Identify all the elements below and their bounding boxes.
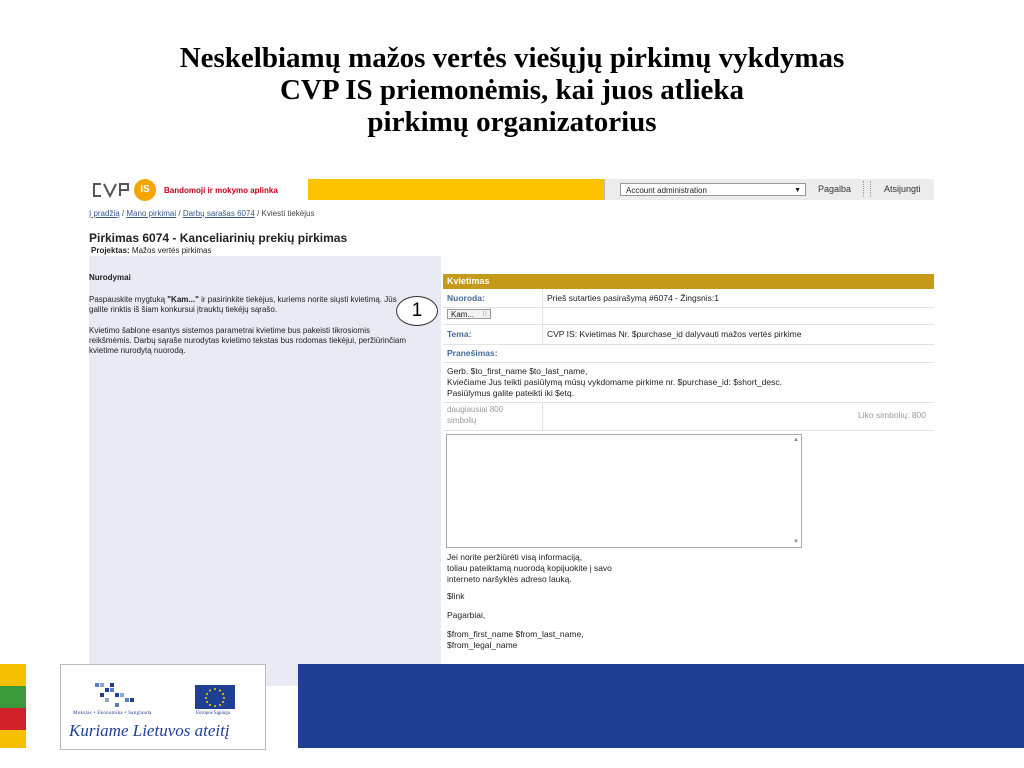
instructions-title: Nurodymai	[89, 273, 131, 282]
limit-hint: daugiausiai 800 simbolių	[447, 405, 504, 425]
nuoroda-value: Prieš sutarties pasirašymą #6074 - Žingsnis:1	[547, 293, 719, 303]
help-button[interactable]: Pagalba	[818, 184, 852, 194]
chevron-down-icon: ▼	[794, 187, 801, 194]
stripe-red	[0, 708, 26, 730]
motto-text: Kuriame Lietuvos ateitį	[69, 721, 230, 740]
breadcrumb: Į pradžią / Mano pirkimai / Darbų sarašas 6074 / Kviesti tiekėjus	[89, 209, 315, 218]
kam-row	[443, 307, 934, 325]
kam-button[interactable]: Kam... ⁝⁝	[447, 309, 491, 319]
limit-row	[443, 402, 934, 431]
account-select[interactable]	[620, 183, 806, 196]
stripe-green	[0, 686, 26, 708]
tema-label: Tema:	[447, 329, 472, 339]
environment-label: Bandomoji ir mokymo aplinka	[164, 186, 278, 195]
pranesimas-label: Pranešimas:	[447, 348, 498, 358]
breadcrumb-current: Kviesti tiekėjus	[261, 209, 315, 218]
message-textarea[interactable]	[446, 434, 802, 548]
slide-title-line: pirkimų organizatorius	[367, 106, 657, 138]
message-footer: Jei norite peržiūrėti visą informaciją, toliau pateiktamą nuorodą kopijuokite į savo interneto naršyklės adreso lauką. $link Pagarbiai, $from_first_name $from_last_name, $from_legal_name	[447, 552, 612, 650]
account-select-value: Account administration	[626, 186, 707, 195]
mosaic-logo-icon	[95, 683, 135, 709]
step-callout: 1	[396, 296, 438, 326]
slide-title-line: Neskelbiamų mažos vertės viešųjų pirkimų vykdymas	[179, 42, 845, 74]
org-label: Mokslas • Ekonomika • Sanglauda	[73, 711, 152, 716]
app-screenshot	[89, 176, 934, 686]
toolbar-separator	[863, 181, 871, 197]
pranesimas-row	[443, 344, 934, 363]
slide-title	[60, 42, 964, 138]
logout-button[interactable]: Atsijungti	[884, 184, 921, 194]
remaining-counter: Liko simbolių: 800	[857, 410, 926, 420]
message-line: Pasiūlymus galite pateikti iki $etq.	[447, 388, 575, 398]
cvp-logo-icon	[91, 181, 131, 199]
kam-highlight: "Kam..."	[167, 295, 199, 304]
instructions-panel	[89, 256, 441, 686]
instructions-paragraph: Kvietimo šablone esantys sistemos parametrai kvietime bus pakeisti tikrosiomis reikšmėmis. Darbų sąraše nurodytas kvietimo tekstas bus rodomas tiekėjui, peržiūrinčiam kvietime nurodytą nuorodą.	[89, 326, 407, 355]
invitation-form	[443, 274, 934, 684]
scroll-up-icon[interactable]: ▲	[793, 437, 799, 443]
page-title: Pirkimas 6074 - Kanceliarinių prekių pirkimas	[89, 231, 348, 245]
project-value: Mažos vertės pirkimas	[131, 246, 212, 255]
message-line: Kviečiame Jus teikti pasiūlymą mūsų vykdomame pirkime nr. $purchase_id: $short_desc.	[447, 377, 782, 387]
breadcrumb-purchases-link[interactable]: Mano pirkimai	[126, 209, 177, 218]
tema-value: CVP IS: Kvietimas Nr. $purchase_id dalyvauti mažos vertės pirkime	[547, 329, 802, 339]
eu-logo-panel	[60, 664, 266, 750]
breadcrumb-worklist-link[interactable]: Darbų sarašas 6074	[182, 209, 255, 218]
grip-icon: ⁝⁝	[482, 311, 487, 318]
nuoroda-row	[443, 289, 934, 308]
project-line	[91, 246, 212, 255]
header-band	[308, 179, 604, 200]
tema-row	[443, 324, 934, 345]
eu-label: Europos Sąjunga	[196, 711, 231, 716]
footer-band	[298, 664, 1024, 748]
slide-title-line: CVP IS priemonėmis, kai juos atlieka	[279, 74, 745, 106]
stripe-yellow	[0, 664, 26, 686]
instructions-paragraph: Paspauskite mygtuką "Kam..." ir pasirinkite tiekėjus, kuriems norite siųsti kvietimą. Jūs galite rinktis iš šiam konkursui įtrauktų tiekėjų sąrašo.	[89, 295, 397, 314]
breadcrumb-home-link[interactable]: Į pradžią	[89, 209, 120, 218]
app-header	[89, 176, 934, 203]
message-line: Gerb. $to_first_name $to_last_name,	[447, 366, 588, 376]
message-row	[443, 362, 934, 403]
form-header: Kvietimas	[443, 274, 934, 289]
is-logo-icon: IS	[134, 179, 156, 201]
eu-flag-icon	[195, 685, 235, 709]
scroll-down-icon[interactable]: ▼	[793, 539, 799, 545]
project-label: Projektas:	[91, 246, 130, 255]
nuoroda-label: Nuoroda:	[447, 293, 485, 303]
stripe-yellow	[0, 730, 26, 748]
